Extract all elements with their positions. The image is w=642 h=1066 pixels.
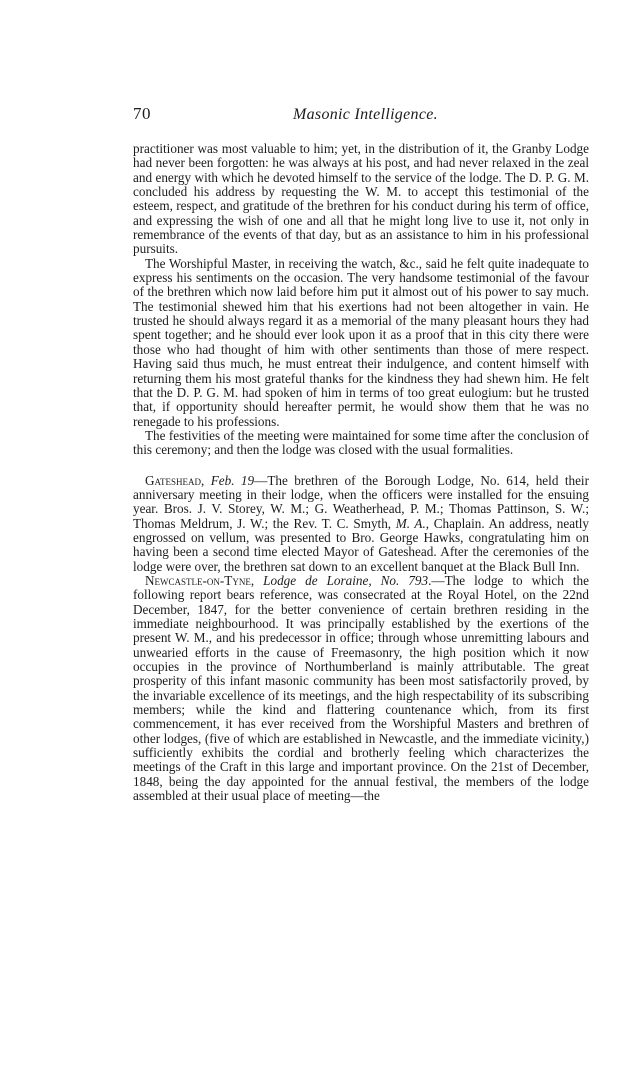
running-head: Masonic Intelligence. bbox=[293, 106, 438, 123]
paragraph-testimonial-end: practitioner was most valuable to him; yet, in the distribution of it, the Granby Lodge had never been forgotten: he was always at his post, and had never relaxed in the zeal and energy with which he devoted himself to the service of the lodge. The D. P. G. M. concluded his address by requesting the W. M. to accept this testimonial of the esteem, respect, and gratitude of the brethren for his conduct during his term of office, and expressing the wish of one and all that he might long live to use it, not only in remembrance of the events of that day, but as an assistance to him in his professional pursuits. bbox=[133, 141, 589, 257]
page-header bbox=[133, 104, 588, 128]
place-name: Newcastle-on-Tyne bbox=[145, 572, 251, 588]
paragraph-gateshead: Gateshead, Feb. 19—The brethren of the Borough Lodge, No. 614, held their anniversary meeting in their lodge, when the officers were installed for the ensuing year. Bros. J. V. Storey, W. M.; G. Weatherhead, P. M.; Thomas Pattinson, S. W.; Thomas Meldrum, J. W.; the Rev. T. C. Smyth, M. A., Chaplain. An address, neatly engrossed on vellum, was presented to Bro. George Hawks, congratulating him on having been a second time elected Mayor of Gateshead. After the ceremonies of the lodge were over, the brethren sat down to an excellent banquet at the Black Bull Inn. bbox=[133, 472, 590, 574]
paragraph-festivities: The festivities of the meeting were maintained for some time after the conclusion of this ceremony; and then the lodge was closed with the usual formalities. bbox=[133, 427, 589, 458]
paragraph-gateshead-tail: , Chaplain. An address, neatly engrossed on vellum, was presented to Bro. George Hawks, congratulating him on having been a second time elected Mayor of Gateshead. After the ceremonies of the lodge were over, the brethren sat down to an excellent banquet at the Black Bull Inn. bbox=[133, 515, 590, 574]
paragraph-worshipful-master-reply: The Worshipful Master, in receiving the watch, &c., said he felt quite inadequate to express his sentiments on the occasion. The very handsome testimonial of the favour of the brethren which now laid before him put it almost out of his power to say much. The testimonial shewed him that his exertions had not been altogether in vain. He trusted he should always regard it as a memorial of the many pleasant hours they had spent together; and he should ever look upon it as a proof that in this city there were those who had thought of him with other sentiments than those of mere respect. Having said thus much, he must entreat their indulgence, and content himself with returning them his most grateful thanks for the kindness they had shewn him. He felt that the D. P. G. M. had spoken of him in terms of too great eulogium: but he trusted that, if opportunity should hereafter permit, he would show them that he was no renegade to his professions. bbox=[133, 255, 589, 429]
paragraph-newcastle-body: .—The lodge to which the following report bears reference, was consecrated at the Royal Hotel, on the 22nd December, 1847, for the better convenience of certain brethren residing in the immediate neighbourhood. It was principally established by the exertions of the present W. M., and his predecessor in office; through whose unremitting labours and unwearied efforts in the cause of Freemasonry, the high position which it now occupies in the province of Northumberland is mainly attributable. The great prosperity of this infant masonic community has been most satisfactorily proved, by the invariable excellence of its meetings, and the high respectability of its subscribing members; while the kind and flattering countenance which, from its first commencement, it has ever received from the Worshipful Masters and brethren of other lodges, (five of which are established in Newcastle, and the immediate vicinity,) sufficiently exhibits the cordial and brotherly feeling which characterizes the meetings of the Craft in this large and important province. On the 21st of December, 1848, being the day appointed for the annual festival, the members of the lodge assembled at their usual place of meeting—the bbox=[133, 572, 589, 804]
body-text bbox=[133, 142, 589, 803]
paragraph-gateshead-body: —The brethren of the Borough Lodge, No. 614, held their anniversary meeting in their lodge, when the officers were installed for the ensuing year. Bros. J. V. Storey, W. M.; G. Weatherhead, P. M.; Thomas Pattinson, S. W.; Thomas Meldrum, J. W.; the Rev. T. C. Smyth, bbox=[133, 472, 589, 531]
page-number: 70 bbox=[133, 104, 151, 123]
degree-abbreviation: M. A. bbox=[395, 515, 426, 531]
place-name: Gateshead bbox=[145, 472, 202, 488]
lodge-name: Lodge de Loraine, No. 793 bbox=[263, 572, 429, 588]
paragraph-newcastle: Newcastle-on-Tyne, Lodge de Loraine, No. 793.—The lodge to which the following report bears reference, was consecrated at the Royal Hotel, on the 22nd December, 1847, for the better convenience of certain brethren residing in the immediate neighbourhood. It was principally established by the exertions of the present W. M., and his predecessor in office; through whose unremitting labours and unwearied efforts in the cause of Freemasonry, the high position which it now occupies in the province of Northumberland is mainly attributable. The great prosperity of this infant masonic community has been most satisfactorily proved, by the invariable excellence of its meetings, and the high respectability of its subscribing members; while the kind and flattering countenance which, from its first commencement, it has ever received from the Worshipful Masters and brethren of other lodges, (five of which are established in Newcastle, and the immediate vicinity,) sufficiently exhibits the cordial and brotherly feeling which characterizes the meetings of the Craft in this large and important province. On the 21st of December, 1848, being the day appointed for the annual festival, the members of the lodge assembled at their usual place of meeting—the bbox=[133, 572, 589, 804]
report-date: Feb. 19 bbox=[210, 472, 255, 488]
